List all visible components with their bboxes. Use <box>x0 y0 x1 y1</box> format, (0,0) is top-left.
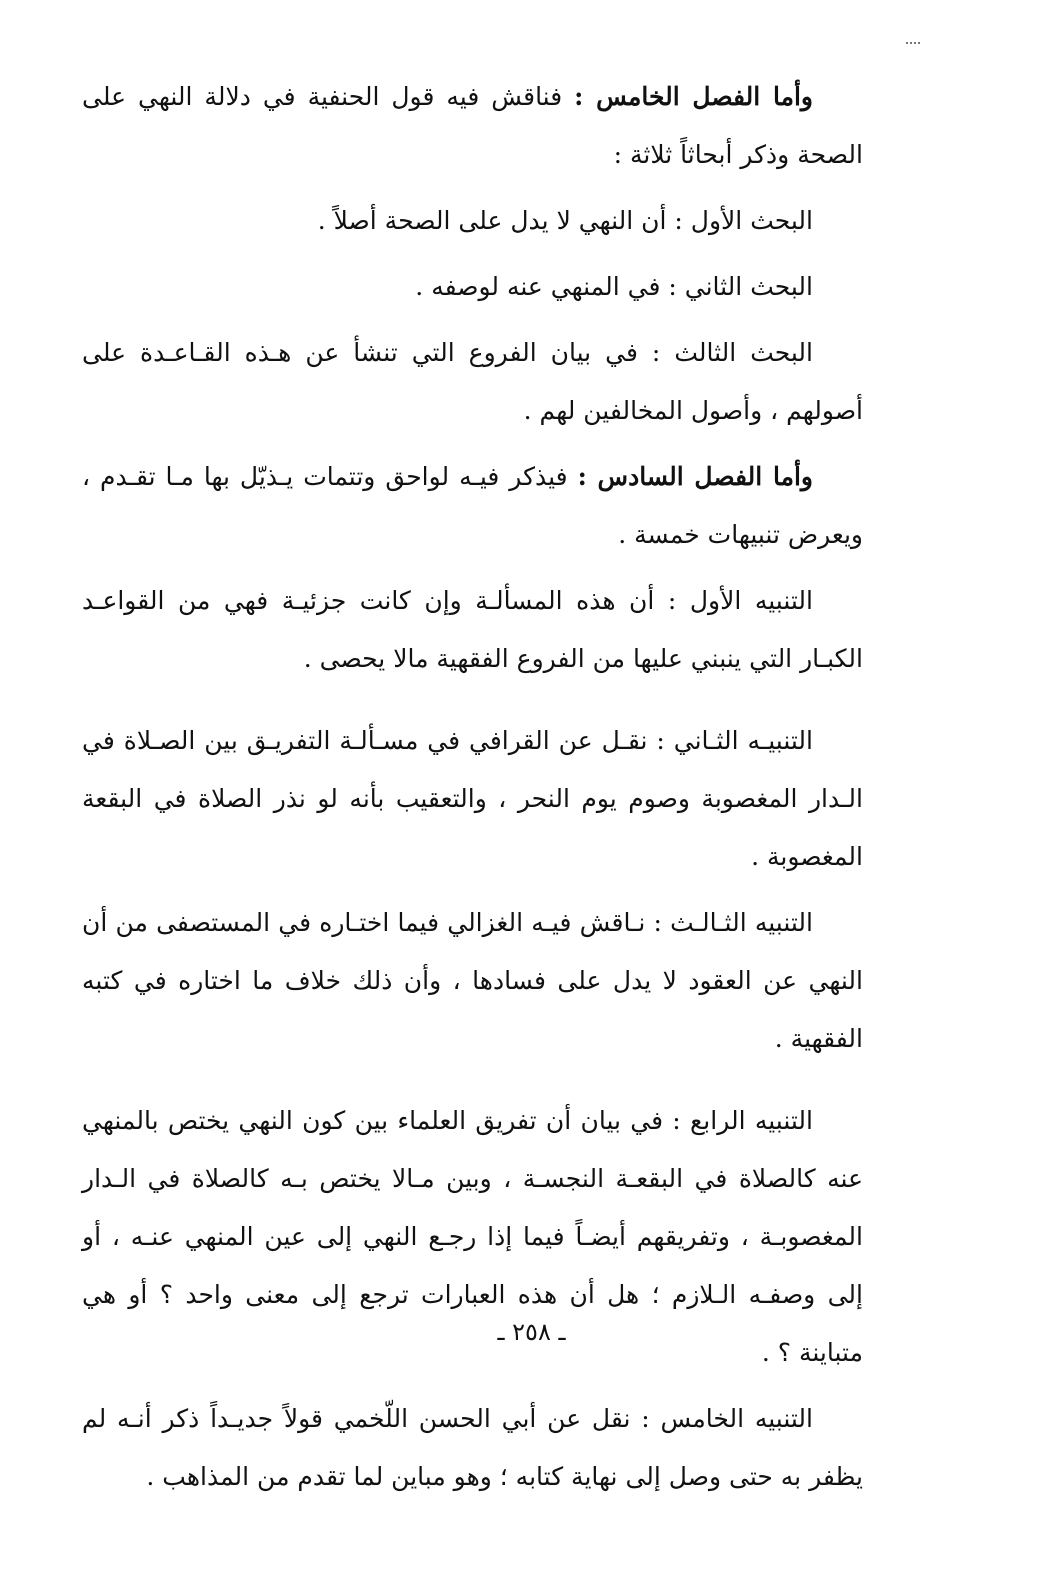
paragraph-text: البحث الثالث : في بيان الفروع التي تنشأ عن هـذه القـاعـدة على أصولهم ، وأصول المخالفين لهم . <box>82 338 863 425</box>
paragraph-chapter-six <box>82 448 863 564</box>
paragraph-text: فيذكر فيـه لواحق وتتمات يـذيّل بها مـا تقـدم ، ويعرض تنبيهات خمسة . <box>82 462 863 549</box>
paragraph-note-five <box>82 1390 863 1506</box>
paragraph-research-three <box>82 324 863 440</box>
paragraph-text: التنبيـه الثـاني : نقـل عن القرافي في مسـألـة التفريـق بين الصـلاة في الـدار المغصوبة وصوم يوم النحر ، والتعقيب بأنه لو نذر الصلاة في البقعة المغصوبة . <box>82 726 863 871</box>
paragraph-text: التنبيه الأول : أن هذه المسألـة وإن كانت جزئيـة فهي من القواعـد الكبـار التي ينبني عليها من الفروع الفقهية مالا يحصى . <box>82 586 863 673</box>
paragraph-text: فناقش فيه قول الحنفية في دلالة النهي على الصحة وذكر أبحاثاً ثلاثة : <box>82 82 863 169</box>
paragraph-text: التنبيه الثـالـث : نـاقش فيـه الغزالي فيما اختـاره في المستصفى من أن النهي عن العقود لا يدل على فسادها ، وأن ذلك خلاف ما اختاره في كتبه الفقهية . <box>82 908 863 1053</box>
paragraph-text: التنبيه الرابع : في بيان أن تفريق العلماء بين كون النهي يختص بالمنهي عنه كالصلاة في البقعـة النجسـة ، وبين مـالا يختص بـه كالصلاة في الـدار المغصوبـة ، وتفريقهم أيضـاً فيما إذا رجـع النهي إلى عين المنهي عنـه ، أو إلى وصفـه الـلازم ؛ هل أن هذه العبارات ترجع إلى معنى واحد ؟ أو هي متباينة ؟ . <box>82 1106 863 1367</box>
paragraph-text: البحث الثاني : في المنهي عنه لوصفه . <box>415 272 813 301</box>
scan-artifact <box>906 42 920 46</box>
paragraph-note-one <box>82 572 863 688</box>
paragraph-text: التنبيه الخامس : نقل عن أبي الحسن اللّخمي قولاً جديـداً ذكر أنـه لم يظفر به حتى وصل إلى نهاية كتابه ؛ وهو مباين لما تقدم من المذاهب . <box>82 1404 863 1491</box>
paragraph-research-one <box>82 192 863 250</box>
paragraph-research-two <box>82 258 863 316</box>
paragraph-lead: وأما الفصل الخامس : <box>574 82 813 111</box>
paragraph-note-three <box>82 894 863 1068</box>
page-body <box>82 68 863 1514</box>
paragraph-note-two <box>82 712 863 886</box>
paragraph-text: البحث الأول : أن النهي لا يدل على الصحة أصلاً . <box>317 206 813 235</box>
paragraph-lead: وأما الفصل السادس : <box>577 462 813 491</box>
paragraph-chapter-five <box>82 68 863 184</box>
page-number: ـ ٢٥٨ ـ <box>497 1318 566 1346</box>
